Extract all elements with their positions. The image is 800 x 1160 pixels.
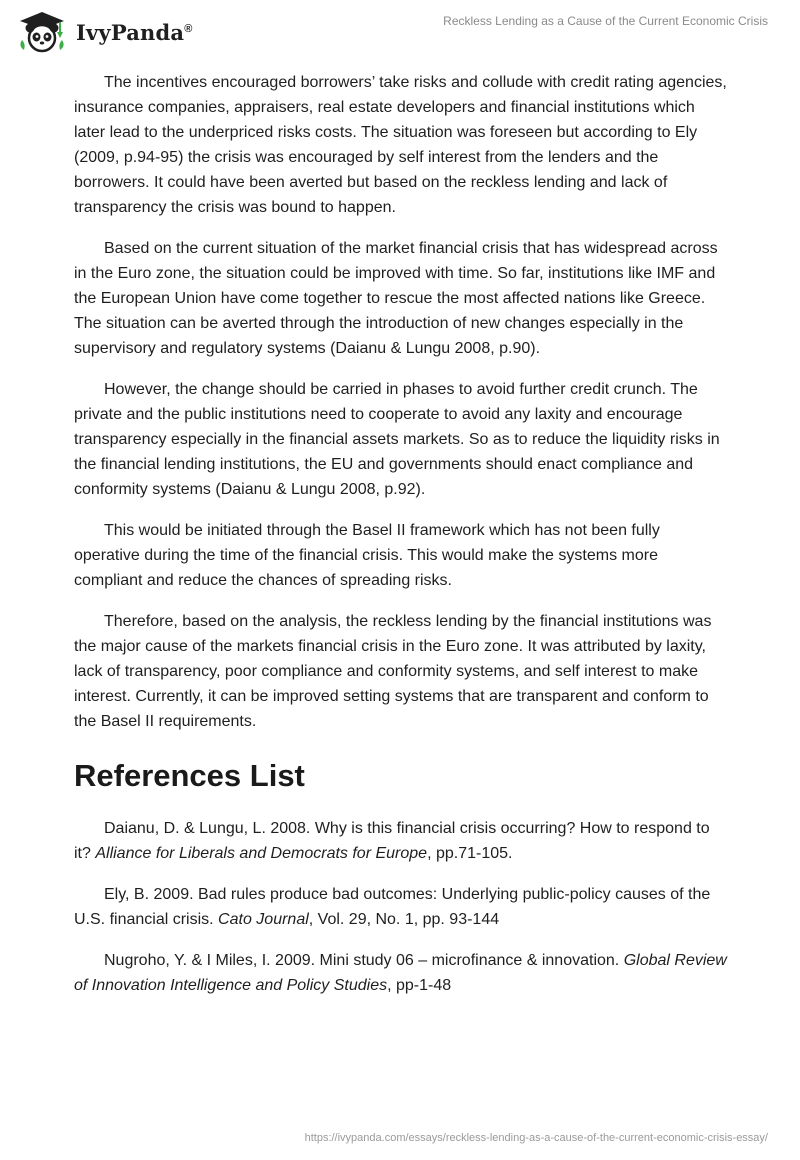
source-url-link[interactable]: https://ivypanda.com/essays/reckless-lending-as-a-cause-of-the-current-economic-crisis-essay/ <box>304 1132 768 1144</box>
body-paragraph: Based on the current situation of the market financial crisis that has widespread across in the Euro zone, the situation could be improved with time. So far, institutions like IMF and the European Union have come together to rescue the most affected nations like Greece. The situation can be averted through the introduction of new changes especially in the supervisory and regulatory systems (Daianu & Lungu 2008, p.90). <box>74 240 718 357</box>
brand-logo[interactable] <box>16 10 193 54</box>
reference-text: Nugroho, Y. & I Miles, I. 2009. Mini study 06 – microfinance & innovation. <box>104 952 624 969</box>
panda-graduate-icon <box>16 10 68 54</box>
reference-journal: Cato Journal <box>218 911 309 928</box>
reference-tail: , pp.71-105. <box>427 845 513 862</box>
reference-text: Daianu, D. & Lungu, L. 2008. Why is this financial crisis occurring? How to respond to it? <box>74 820 710 862</box>
body-paragraph: This would be initiated through the Basel II framework which has not been fully operative during the time of the financial crisis. This would make the systems more compliant and reduce the chances of spreading risks. <box>74 522 660 589</box>
body-paragraph: The incentives encouraged borrowers’ take risks and collude with credit rating agencies, insurance companies, appraisers, real estate developers and financial institutions which later lead to the underpriced risks costs. The situation was foreseen but according to Ely (2009, p.94-95) the crisis was encouraged by self interest from the lenders and the borrowers. It could have been averted but based on the reckless lending and lack of transparency the crisis was bound to happen. <box>74 74 727 216</box>
essay-content <box>74 70 730 1014</box>
reference-item <box>74 948 730 998</box>
page-header <box>0 0 800 60</box>
reference-journal: Alliance for Liberals and Democrats for Europe <box>95 845 428 862</box>
reference-journal: Global Review of Innovation Intelligence and Policy Studies <box>74 952 727 994</box>
reference-text: Ely, B. 2009. Bad rules produce bad outcomes: Underlying public-policy causes of the U.S. financial crisis. <box>74 886 711 928</box>
brand-name <box>76 20 193 45</box>
reference-tail: , pp-1-48 <box>387 977 452 994</box>
body-paragraph: Therefore, based on the analysis, the reckless lending by the financial institutions was the major cause of the markets financial crisis in the Euro zone. It was attributed by laxity, lack of transparency, poor compliance and conformity systems, and self interest to make interest. Currently, it can be improved setting systems that are transparent and conform to the Basel II requirements. <box>74 613 712 730</box>
document-title: Reckless Lending as a Cause of the Current Economic Crisis <box>443 14 768 28</box>
references-heading: References List <box>74 758 305 793</box>
reference-item <box>74 816 730 866</box>
brand-name-text: IvyPanda <box>76 19 185 45</box>
reference-item <box>74 882 730 932</box>
registered-mark: ® <box>184 22 193 35</box>
body-paragraph: However, the change should be carried in phases to avoid further credit crunch. The private and the public institutions need to cooperate to avoid any laxity and encourage transparency especially in the financial assets markets. So as to reduce the liquidity risks in the financial lending institutions, the EU and governments should enact compliance and conformity systems (Daianu & Lungu 2008, p.92). <box>74 381 720 498</box>
reference-tail: , Vol. 29, No. 1, pp. 93-144 <box>308 911 500 928</box>
